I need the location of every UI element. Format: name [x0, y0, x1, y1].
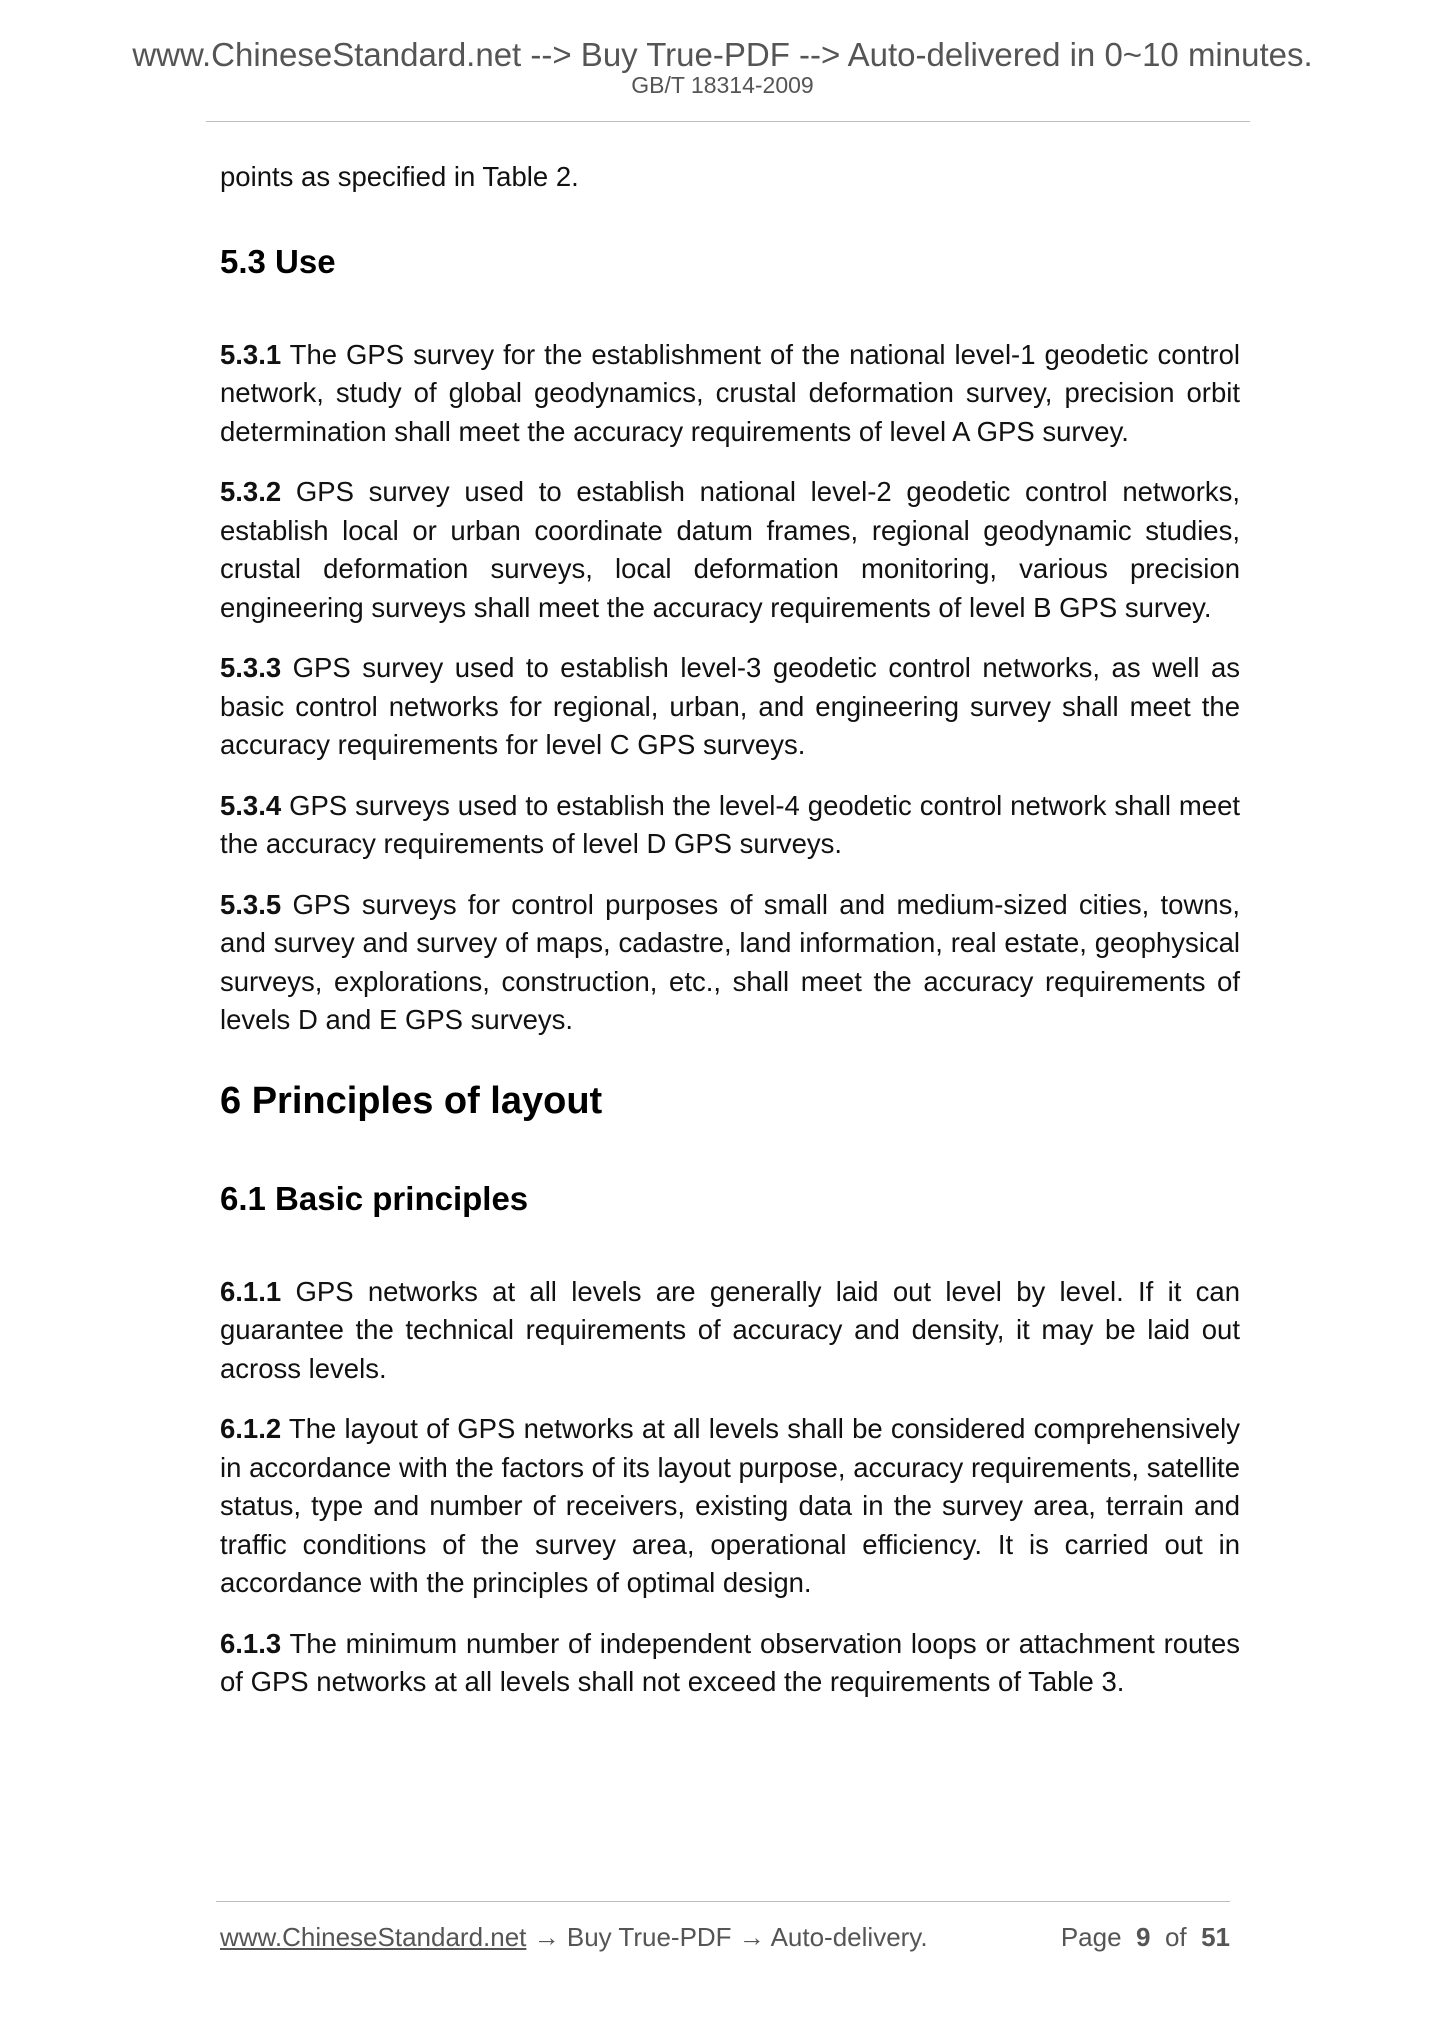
clause-text: GPS surveys used to establish the level-4 geodetic control network shall meet the accuracy requirements of level D GPS surveys. — [220, 789, 1241, 859]
clause-text: GPS survey used to establish national level-2 geodetic control networks, establish local or urban coordinate datum frames, regional geodynamic studies, crustal deformation surveys, local deformation monitoring, various precision engineering surveys shall meet the accuracy requirements of level B GPS survey. — [220, 476, 1240, 623]
clause-number: 6.1.2 — [220, 1413, 282, 1444]
header-divider — [206, 121, 1250, 122]
of-label: of — [1164, 1922, 1187, 1952]
top-banner: www.ChineseStandard.net --> Buy True-PDF --> Auto-delivered in 0~10 minutes. — [132, 36, 1313, 73]
clause-5-3-3 — [220, 649, 1240, 765]
footer-divider — [216, 1901, 1230, 1902]
document-id: GB/T 18314-2009 — [631, 72, 814, 98]
clause-number: 6.1.3 — [220, 1627, 282, 1659]
total-pages: 51 — [1201, 1922, 1230, 1952]
intro-text: points as specified in Table 2. — [220, 161, 579, 192]
clause-text: The layout of GPS networks at all levels shall be considered comprehensively in accordance with the factors of its layout purpose, accuracy requirements, satellite status, type and number of receivers, existing data in the survey area, terrain and traffic conditions of the survey area, operational efficiency. It is carried out in accordance with the principles of optimal design. — [220, 1413, 1240, 1598]
footer-site-link[interactable]: www.ChineseStandard.net — [220, 1922, 527, 1952]
page-body — [220, 158, 1240, 1724]
clause-number: 6.1.1 — [220, 1275, 282, 1307]
clause-text: The GPS survey for the establishment of the national level-1 geodetic control network, study of global geodynamics, crustal deformation survey, precision orbit determination shall meet the accuracy requirements of level A GPS survey. — [220, 338, 1240, 447]
clause-5-3-5 — [220, 886, 1240, 1040]
footer-left — [220, 1924, 928, 1950]
clause-text: GPS networks at all levels are generally laid out level by level. If it can guarantee the technical requirements of accuracy and density, it may be laid out across levels. — [220, 1275, 1240, 1384]
clause-6-1-2 — [220, 1410, 1240, 1603]
page-label: Page — [1060, 1922, 1122, 1952]
clause-5-3-2 — [220, 473, 1240, 627]
section-heading-6-1: 6.1 Basic principles — [220, 1179, 529, 1217]
page-number: 9 — [1136, 1922, 1151, 1952]
footer-tagline: → Buy True-PDF → Auto-delivery. — [526, 1922, 928, 1952]
clause-5-3-4 — [220, 787, 1240, 864]
clause-text: GPS survey used to establish level-3 geodetic control networks, as well as basic control networks for regional, urban, and engineering survey shall meet the accuracy requirements for level C GPS surveys. — [220, 652, 1240, 760]
clause-text: The minimum number of independent observation loops or attachment routes of GPS networks at all levels shall not exceed the requirements of Table 3. — [220, 1627, 1240, 1697]
clause-6-1-3 — [220, 1625, 1240, 1702]
clause-text: GPS surveys for control purposes of small and medium-sized cities, towns, and survey and survey of maps, cadastre, land information, real estate, geophysical surveys, explorations, construction, etc., shall meet the accuracy requirements of levels D and E GPS surveys. — [220, 888, 1241, 1035]
chapter-heading-6: 6 Principles of layout — [220, 1079, 603, 1122]
section-heading-5-3: 5.3 Use — [220, 242, 336, 280]
clause-5-3-1 — [220, 336, 1240, 452]
clause-number: 5.3.1 — [220, 338, 282, 370]
clause-number: 5.3.3 — [220, 652, 282, 683]
clause-number: 5.3.2 — [220, 476, 282, 507]
clause-number: 5.3.5 — [220, 888, 282, 920]
page-counter — [1061, 1924, 1230, 1950]
clause-6-1-1 — [220, 1273, 1240, 1389]
clause-number: 5.3.4 — [220, 789, 282, 821]
